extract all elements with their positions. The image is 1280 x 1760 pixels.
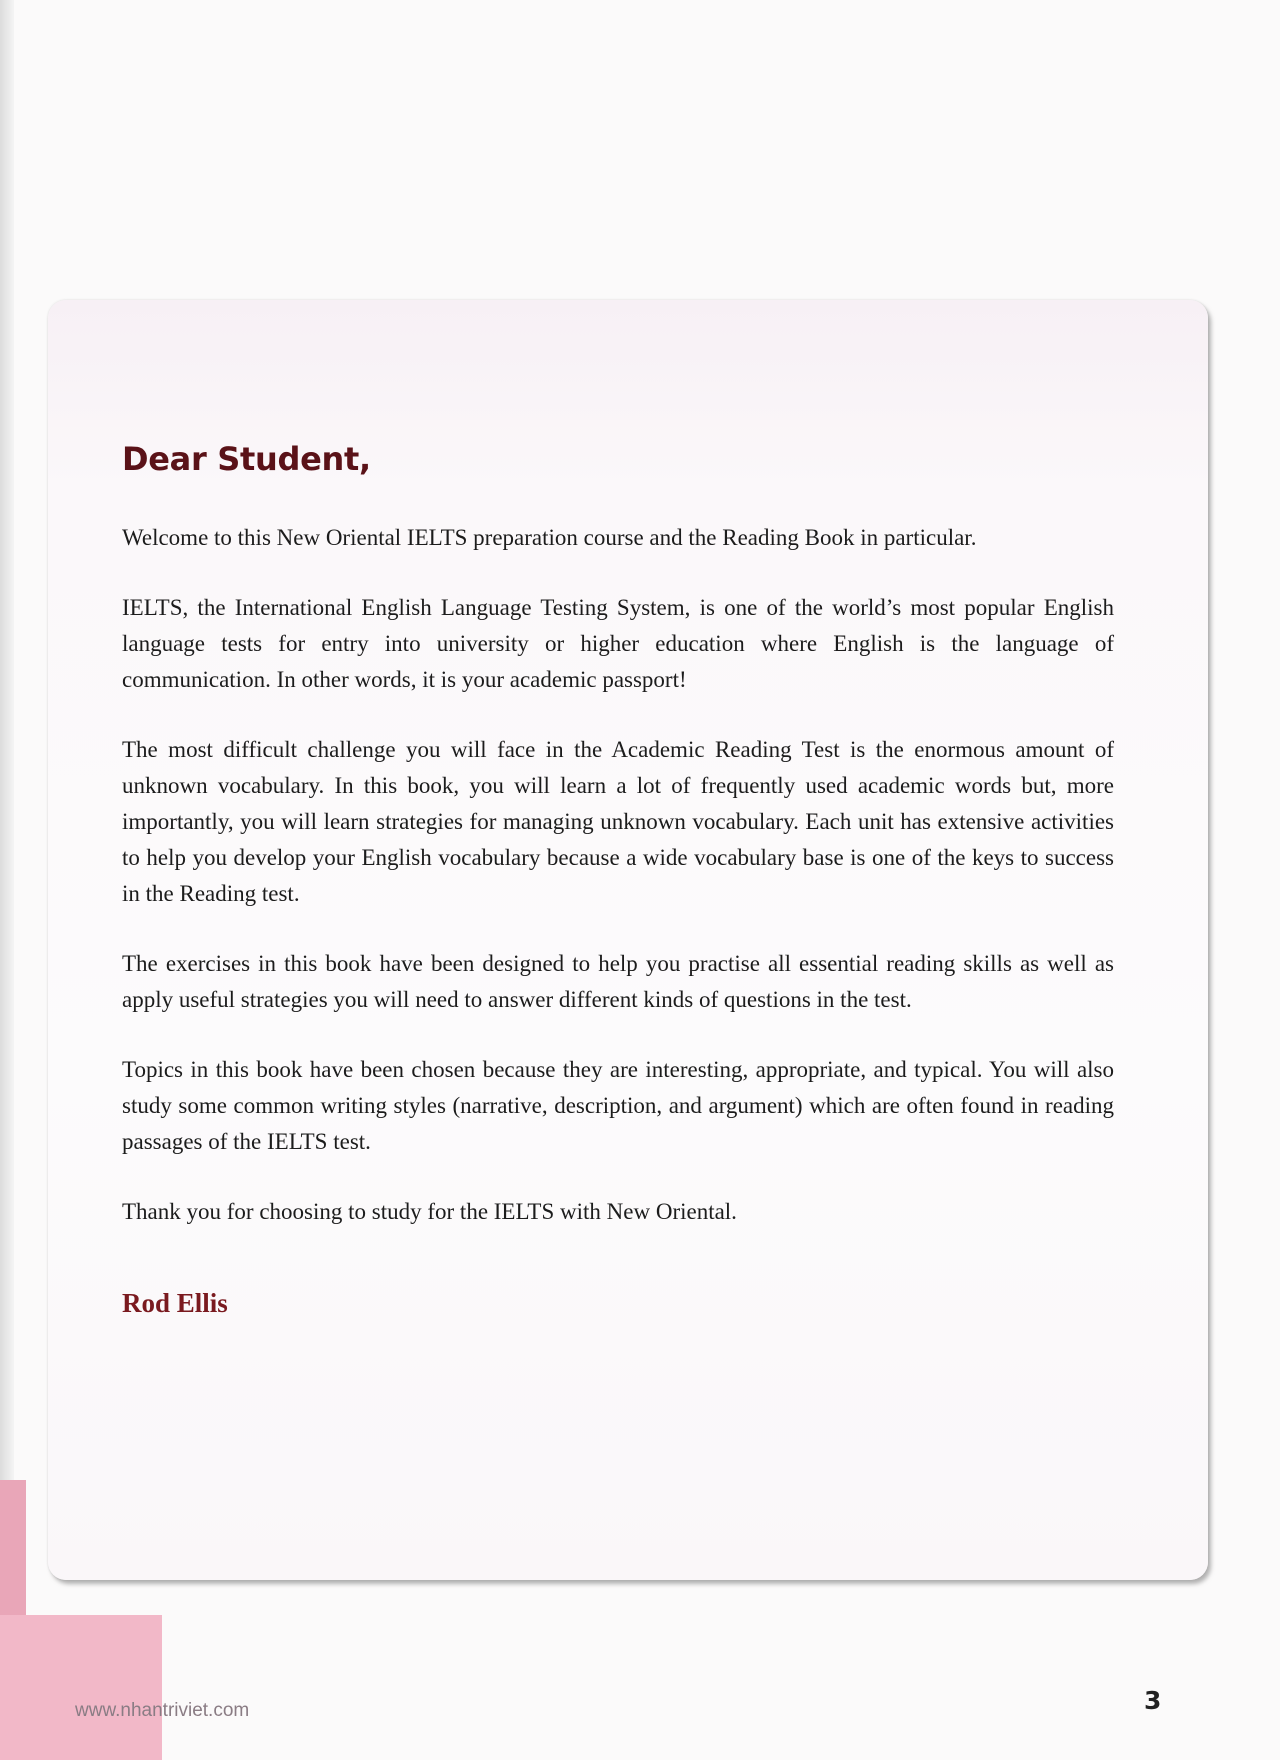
page-number: 3 [1144,1686,1162,1715]
pink-corner-block [0,1615,162,1760]
salutation: Dear Student, [122,440,371,478]
paragraph-welcome: Welcome to this New Oriental IELTS preparation course and the Reading Book in particular. [122,525,977,550]
paragraph-topics: Topics in this book have been chosen because they are interesting, appropriate, and typical. You will also study some common writing styles (narrative, description, and argument) which are often found in reading passages of the IELTS test. [122,1057,1114,1154]
pink-margin-tab [0,1480,26,1615]
paragraph-vocabulary: The most difficult challenge you will face in the Academic Reading Test is the enormous amount of unknown vocabulary. In this book, you will learn a lot of frequently used academic words but, more importantly, you will learn strategies for managing unknown vocabulary. Each unit has extensive activities to help you develop your English vocabulary because a wide vocabulary base is one of the keys to success in the Reading test. [122,737,1114,906]
letter-content [122,440,1114,1319]
paragraph-ielts-intro: IELTS, the International English Language Testing System, is one of the world’s most popular English language tests for entry into university or higher education where English is the language of communication. In other words, it is your academic passport! [122,595,1114,692]
signature: Rod Ellis [122,1288,228,1318]
paragraph-exercises: The exercises in this book have been designed to help you practise all essential reading skills as well as apply useful strategies you will need to answer different kinds of questions in the test. [122,951,1114,1012]
footer-url: www.nhantriviet.com [75,1700,250,1721]
paragraph-thanks: Thank you for choosing to study for the IELTS with New Oriental. [122,1199,737,1224]
